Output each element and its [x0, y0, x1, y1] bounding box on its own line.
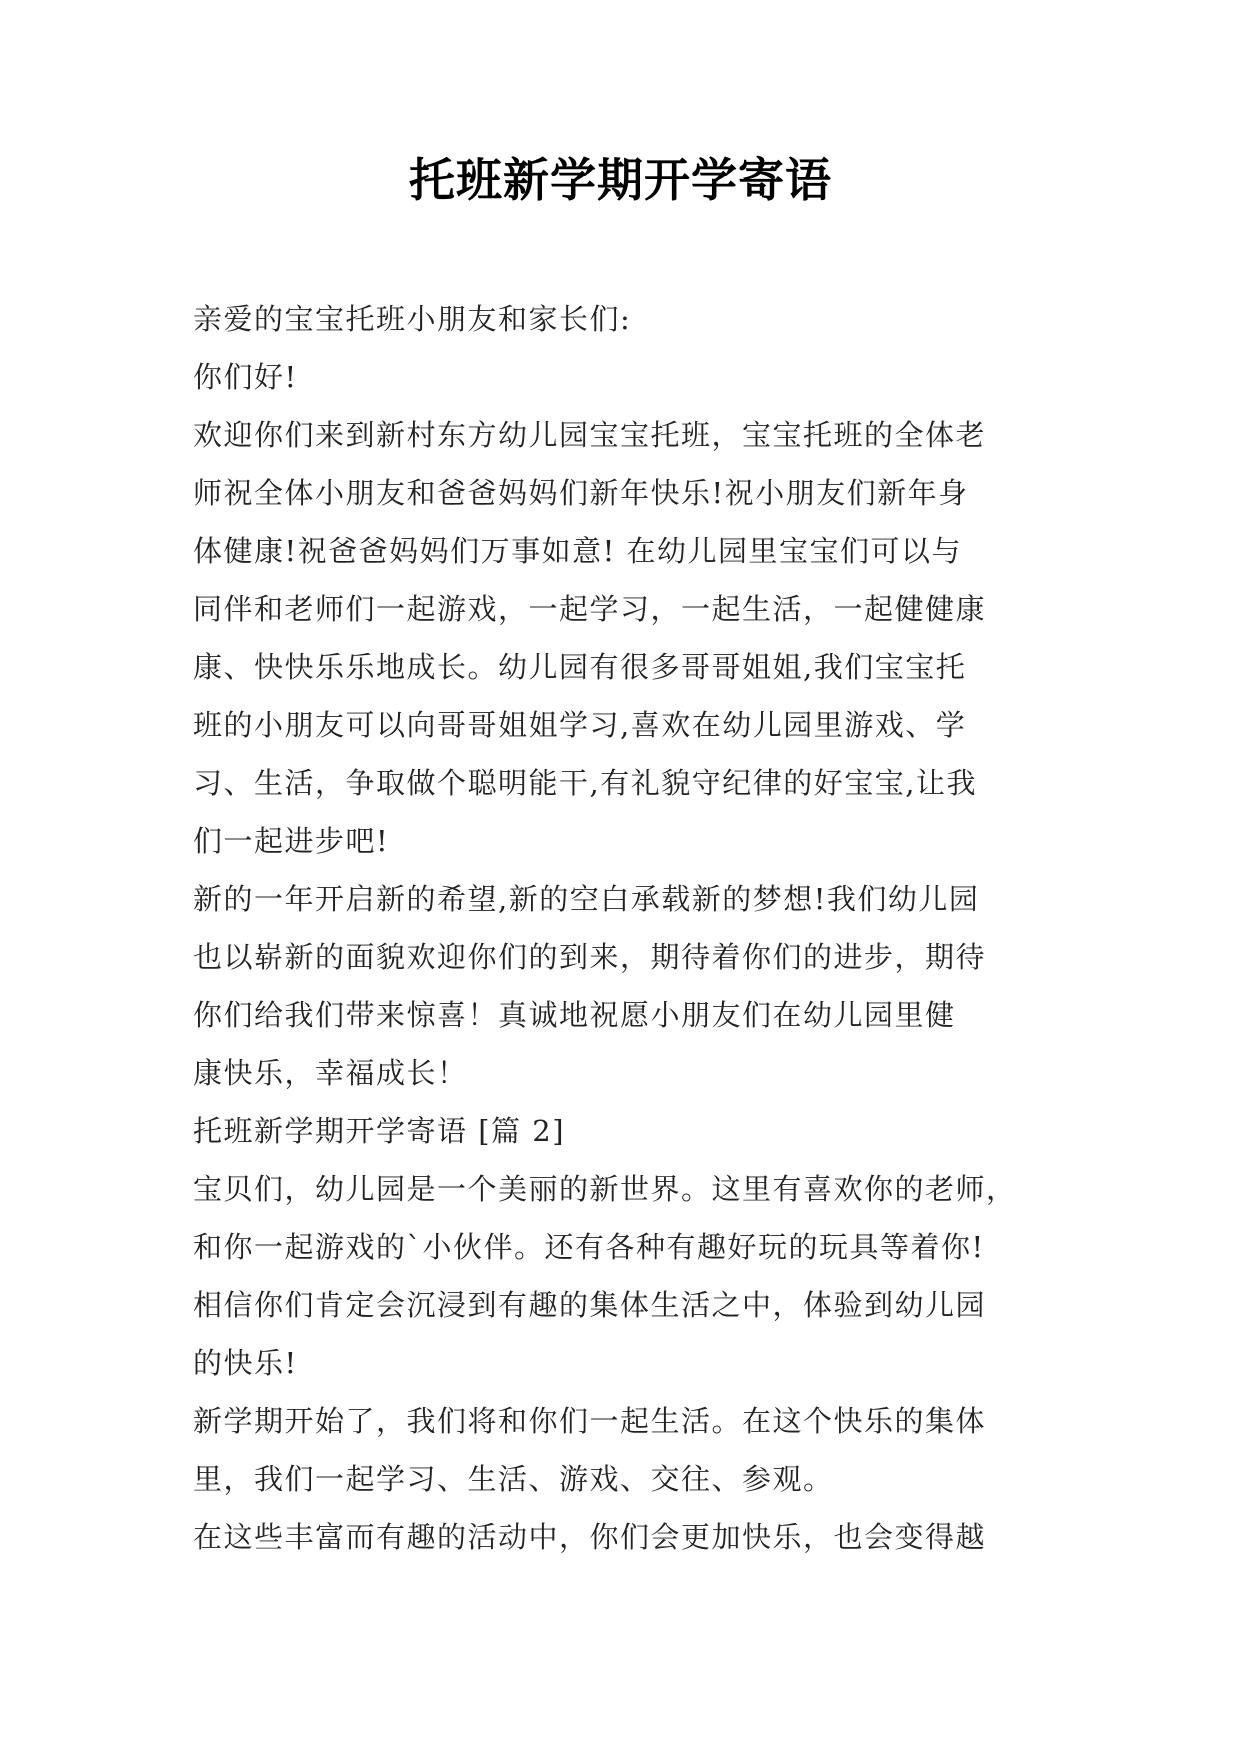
text-line: 亲爱的宝宝托班小朋友和家长们: [193, 302, 632, 336]
text-line: 和你一起游戏的`小伙伴。还有各种有趣好玩的玩具等着你! [193, 1230, 985, 1264]
text-line: 里，我们一起学习、生活、游戏、交往、参观。 [193, 1462, 834, 1496]
text-line: 相信你们肯定会沉浸到有趣的集体生活之中，体验到幼儿园 [193, 1288, 987, 1322]
text-line: 的快乐! [193, 1346, 298, 1380]
text-line: 班的小朋友可以向哥哥姐姐学习,喜欢在幼儿园里游戏、学 [193, 708, 967, 742]
section-heading: 托班新学期开学寄语 [篇 2] [193, 1114, 566, 1148]
document-body [193, 290, 1073, 1566]
text-line: 同伴和老师们一起游戏，一起学习，一起生活，一起健健康 [193, 592, 987, 626]
text-line: 在这些丰富而有趣的活动中，你们会更加快乐，也会变得越 [193, 1520, 987, 1554]
text-line: 你们给我们带来惊喜！真诚地祝愿小朋友们在幼儿园里健 [193, 998, 956, 1032]
text-line: 新学期开始了，我们将和你们一起生活。在这个快乐的集体 [193, 1404, 987, 1438]
text-line: 欢迎你们来到新村东方幼儿园宝宝托班，宝宝托班的全体老 [193, 418, 987, 452]
text-line: 你们好! [193, 360, 298, 394]
text-line: 也以崭新的面貌欢迎你们的到来，期待着你们的进步，期待 [193, 940, 987, 974]
document-title: 托班新学期开学寄语 [409, 153, 832, 207]
text-line: 们一起进步吧! [193, 824, 390, 858]
text-line: 习、生活，争取做个聪明能干,有礼貌守纪律的好宝宝,让我 [193, 766, 977, 800]
text-line: 宝贝们，幼儿园是一个美丽的新世界。这里有喜欢你的老师， [193, 1172, 1017, 1206]
text-line: 体健康!祝爸爸妈妈们万事如意! 在幼儿园里宝宝们可以与 [193, 534, 963, 568]
text-line: 新的一年开启新的希望,新的空白承载新的梦想!我们幼儿园 [193, 882, 980, 916]
text-line: 康、快快乐乐地成长。幼儿园有很多哥哥姐姐,我们宝宝托 [193, 650, 967, 684]
text-line: 康快乐，幸福成长！ [193, 1056, 468, 1090]
text-line: 师祝全体小朋友和爸爸妈妈们新年快乐!祝小朋友们新年身 [193, 476, 969, 510]
